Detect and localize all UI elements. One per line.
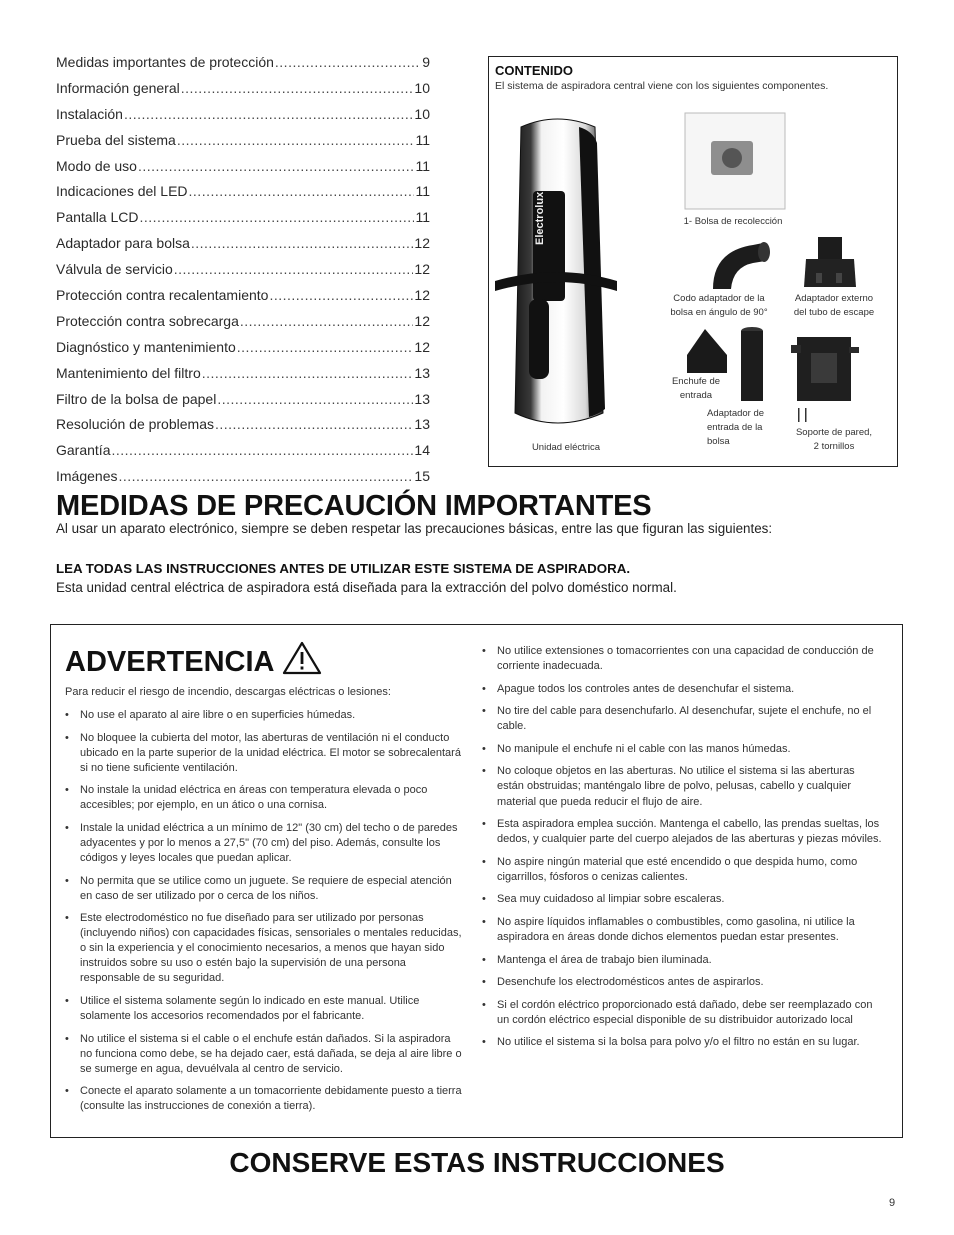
list-item: • Instale la unidad eléctrica a un mínimo de 12" (30 cm) del techo o de paredes adyacentes y por lo menos a 27,5" (70 cm) del piso. Además, consulte los códigos y leyes locales que puedan aplicar.: [65, 821, 465, 866]
power-unit-image: [493, 113, 621, 443]
toc-entry[interactable]: Garantía ..... 14: [56, 442, 430, 468]
list-item: • No aspire ningún material que esté encendido o que despida humo, como cigarrillos, fósforos o cenizas calientes.: [482, 855, 882, 885]
toc-entry[interactable]: Válvula de servicio ..... 12: [56, 261, 430, 287]
exhaust-adapter-image: [802, 235, 858, 289]
wall-bracket-image: [791, 333, 861, 403]
warning-list-left: [65, 708, 465, 1122]
list-item: • Si el cordón eléctrico proporcionado está dañado, debe ser reemplazado con un cordón eléctrico especial disponible de su distribuidor autorizado local: [482, 998, 882, 1028]
toc-entry[interactable]: Indicaciones del LED ..... 11: [56, 183, 430, 209]
screws-image: [796, 407, 810, 423]
table-of-contents: [56, 54, 430, 494]
list-item: • Desenchufe los electrodomésticos antes de aspirarlos.: [482, 975, 882, 990]
caption-exhaust-adapter: Adaptador externo del tubo de escape: [793, 293, 875, 318]
caption-elbow-adapter: Codo adaptador de la bolsa en ángulo de 90°: [670, 293, 768, 318]
list-item: • Este electrodoméstico no fue diseñado para ser utilizado por personas (incluyendo niños) con capacidades físicas, sensoriales o mentales reducidas, o sin la experiencia y el conocimiento necesarios, a menos que hayan sido instruidos sobre su uso o estén bajo la supervisión de una persona responsable de su seguridad.: [65, 911, 465, 986]
list-item: • No utilice el sistema si la bolsa para polvo y/o el filtro no están en su lugar.: [482, 1035, 882, 1050]
page-number: 9: [889, 1197, 896, 1209]
list-item: • No use el aparato al aire libre o en superficies húmedas.: [65, 708, 465, 723]
toc-entry[interactable]: Imágenes ..... 15: [56, 468, 430, 494]
list-item: • No aspire líquidos inflamables o combustibles, como gasolina, ni utilice la aspiradora en áreas donde dichos elementos puedan estar presentes.: [482, 915, 882, 945]
collection-bag-image: [683, 111, 787, 211]
safety-heading: MEDIDAS DE PRECAUCIÓN IMPORTANTES: [56, 490, 652, 522]
list-item: • Mantenga el área de trabajo bien iluminada.: [482, 953, 882, 968]
inlet-plug-image: [685, 327, 729, 377]
warning-title: ADVERTENCIA: [65, 641, 322, 683]
read-instructions-notice: LEA TODAS LAS INSTRUCCIONES ANTES DE UTILIZAR ESTE SISTEMA DE ASPIRADORA.: [56, 561, 631, 576]
caption-power-unit: Unidad eléctrica: [531, 442, 601, 453]
unit-description: Esta unidad central eléctrica de aspiradora está diseñada para la extracción del polvo doméstico normal.: [56, 580, 677, 595]
list-item: • No permita que se utilice como un juguete. Se requiere de especial atención en caso de ser utilizado por o cerca de los niños.: [65, 874, 465, 904]
toc-entry[interactable]: Mantenimiento del filtro ..... 13: [56, 365, 430, 391]
caption-inlet-plug: Enchufe de entrada: [671, 376, 721, 401]
warning-triangle-icon: [282, 641, 322, 683]
list-item: • No coloque objetos en las aberturas. No utilice el sistema si las aberturas están obstruidas; manténgalo libre de polvo, pelusas, cabello y cualquier material que pueda reducir el flujo de aire.: [482, 764, 882, 809]
bag-inlet-adapter-image: [739, 325, 765, 405]
toc-entry[interactable]: Prueba del sistema ..... 11: [56, 132, 430, 158]
caption-collection-bag: 1- Bolsa de recolección: [683, 216, 783, 227]
list-item: • No utilice el sistema si el cable o el enchufe están dañados. Si la aspiradora no funciona como debe, se ha dejado caer, está dañada, se deja al aire libre o se sumerge en agua, devuélvala al centro de servicio.: [65, 1032, 465, 1077]
brand-label: Electrolux: [534, 191, 546, 245]
toc-entry[interactable]: Protección contra recalentamiento ..... 12: [56, 287, 430, 313]
contents-subtitle: El sistema de aspiradora central viene con los siguientes componentes.: [495, 80, 829, 92]
toc-entry[interactable]: Diagnóstico y mantenimiento ..... 12: [56, 339, 430, 365]
list-item: • Utilice el sistema solamente según lo indicado en este manual. Utilice solamente los accesorios recomendados por el fabricante.: [65, 994, 465, 1024]
safety-intro: Al usar un aparato electrónico, siempre se deben respetar las precauciones básicas, entre las que figuran las siguientes:: [56, 521, 773, 536]
toc-entry[interactable]: Medidas importantes de protección ..... 9: [56, 54, 430, 80]
warning-intro: Para reducir el riesgo de incendio, descargas eléctricas o lesiones:: [65, 686, 391, 698]
contents-box: [488, 56, 898, 467]
list-item: • Sea muy cuidadoso al limpiar sobre escaleras.: [482, 892, 882, 907]
caption-wall-bracket: Soporte de pared, 2 tornillos: [795, 427, 873, 452]
list-item: • No utilice extensiones o tomacorrientes con una capacidad de conducción de corriente inadecuada.: [482, 644, 882, 674]
toc-entry[interactable]: Instalación ..... 10: [56, 106, 430, 132]
toc-entry[interactable]: Resolución de problemas ..... 13: [56, 416, 430, 442]
list-item: • No manipule el enchufe ni el cable con las manos húmedas.: [482, 742, 882, 757]
contents-title: CONTENIDO: [495, 63, 573, 78]
toc-entry[interactable]: Protección contra sobrecarga ..... 12: [56, 313, 430, 339]
list-item: • Apague todos los controles antes de desenchufar el sistema.: [482, 682, 882, 697]
toc-entry[interactable]: Modo de uso ..... 11: [56, 158, 430, 184]
toc-entry[interactable]: Adaptador para bolsa ..... 12: [56, 235, 430, 261]
warning-box: [50, 624, 903, 1138]
save-instructions-heading: CONSERVE ESTAS INSTRUCCIONES: [229, 1147, 725, 1178]
list-item: • Conecte el aparato solamente a un tomacorriente debidamente puesto a tierra (consulte las instrucciones de conexión a tierra).: [65, 1084, 465, 1114]
toc-entry[interactable]: Pantalla LCD ..... 11: [56, 209, 430, 235]
list-item: • Esta aspiradora emplea succión. Mantenga el cabello, las prendas sueltas, los dedos, y cualquier parte del cuerpo alejados de las aberturas y piezas móviles.: [482, 817, 882, 847]
list-item: • No bloquee la cubierta del motor, las aberturas de ventilación ni el conducto ubicado en la parte superior de la unidad eléctrica. El motor se sobrecalentará si no tiene suficiente ventilación.: [65, 731, 465, 776]
toc-entry[interactable]: Filtro de la bolsa de papel ..... 13: [56, 391, 430, 417]
list-item: • No instale la unidad eléctrica en áreas con temperatura elevada o poco accesibles; por ejemplo, en un ático o una cornisa.: [65, 783, 465, 813]
elbow-adapter-image: [707, 237, 773, 293]
toc-entry[interactable]: Información general ..... 10: [56, 80, 430, 106]
caption-bag-inlet-adapter: Adaptador de entrada de la bolsa: [707, 408, 765, 447]
warning-list-right: [482, 644, 882, 1058]
list-item: • No tire del cable para desenchufarlo. Al desenchufar, sujete el enchufe, no el cable.: [482, 704, 882, 734]
